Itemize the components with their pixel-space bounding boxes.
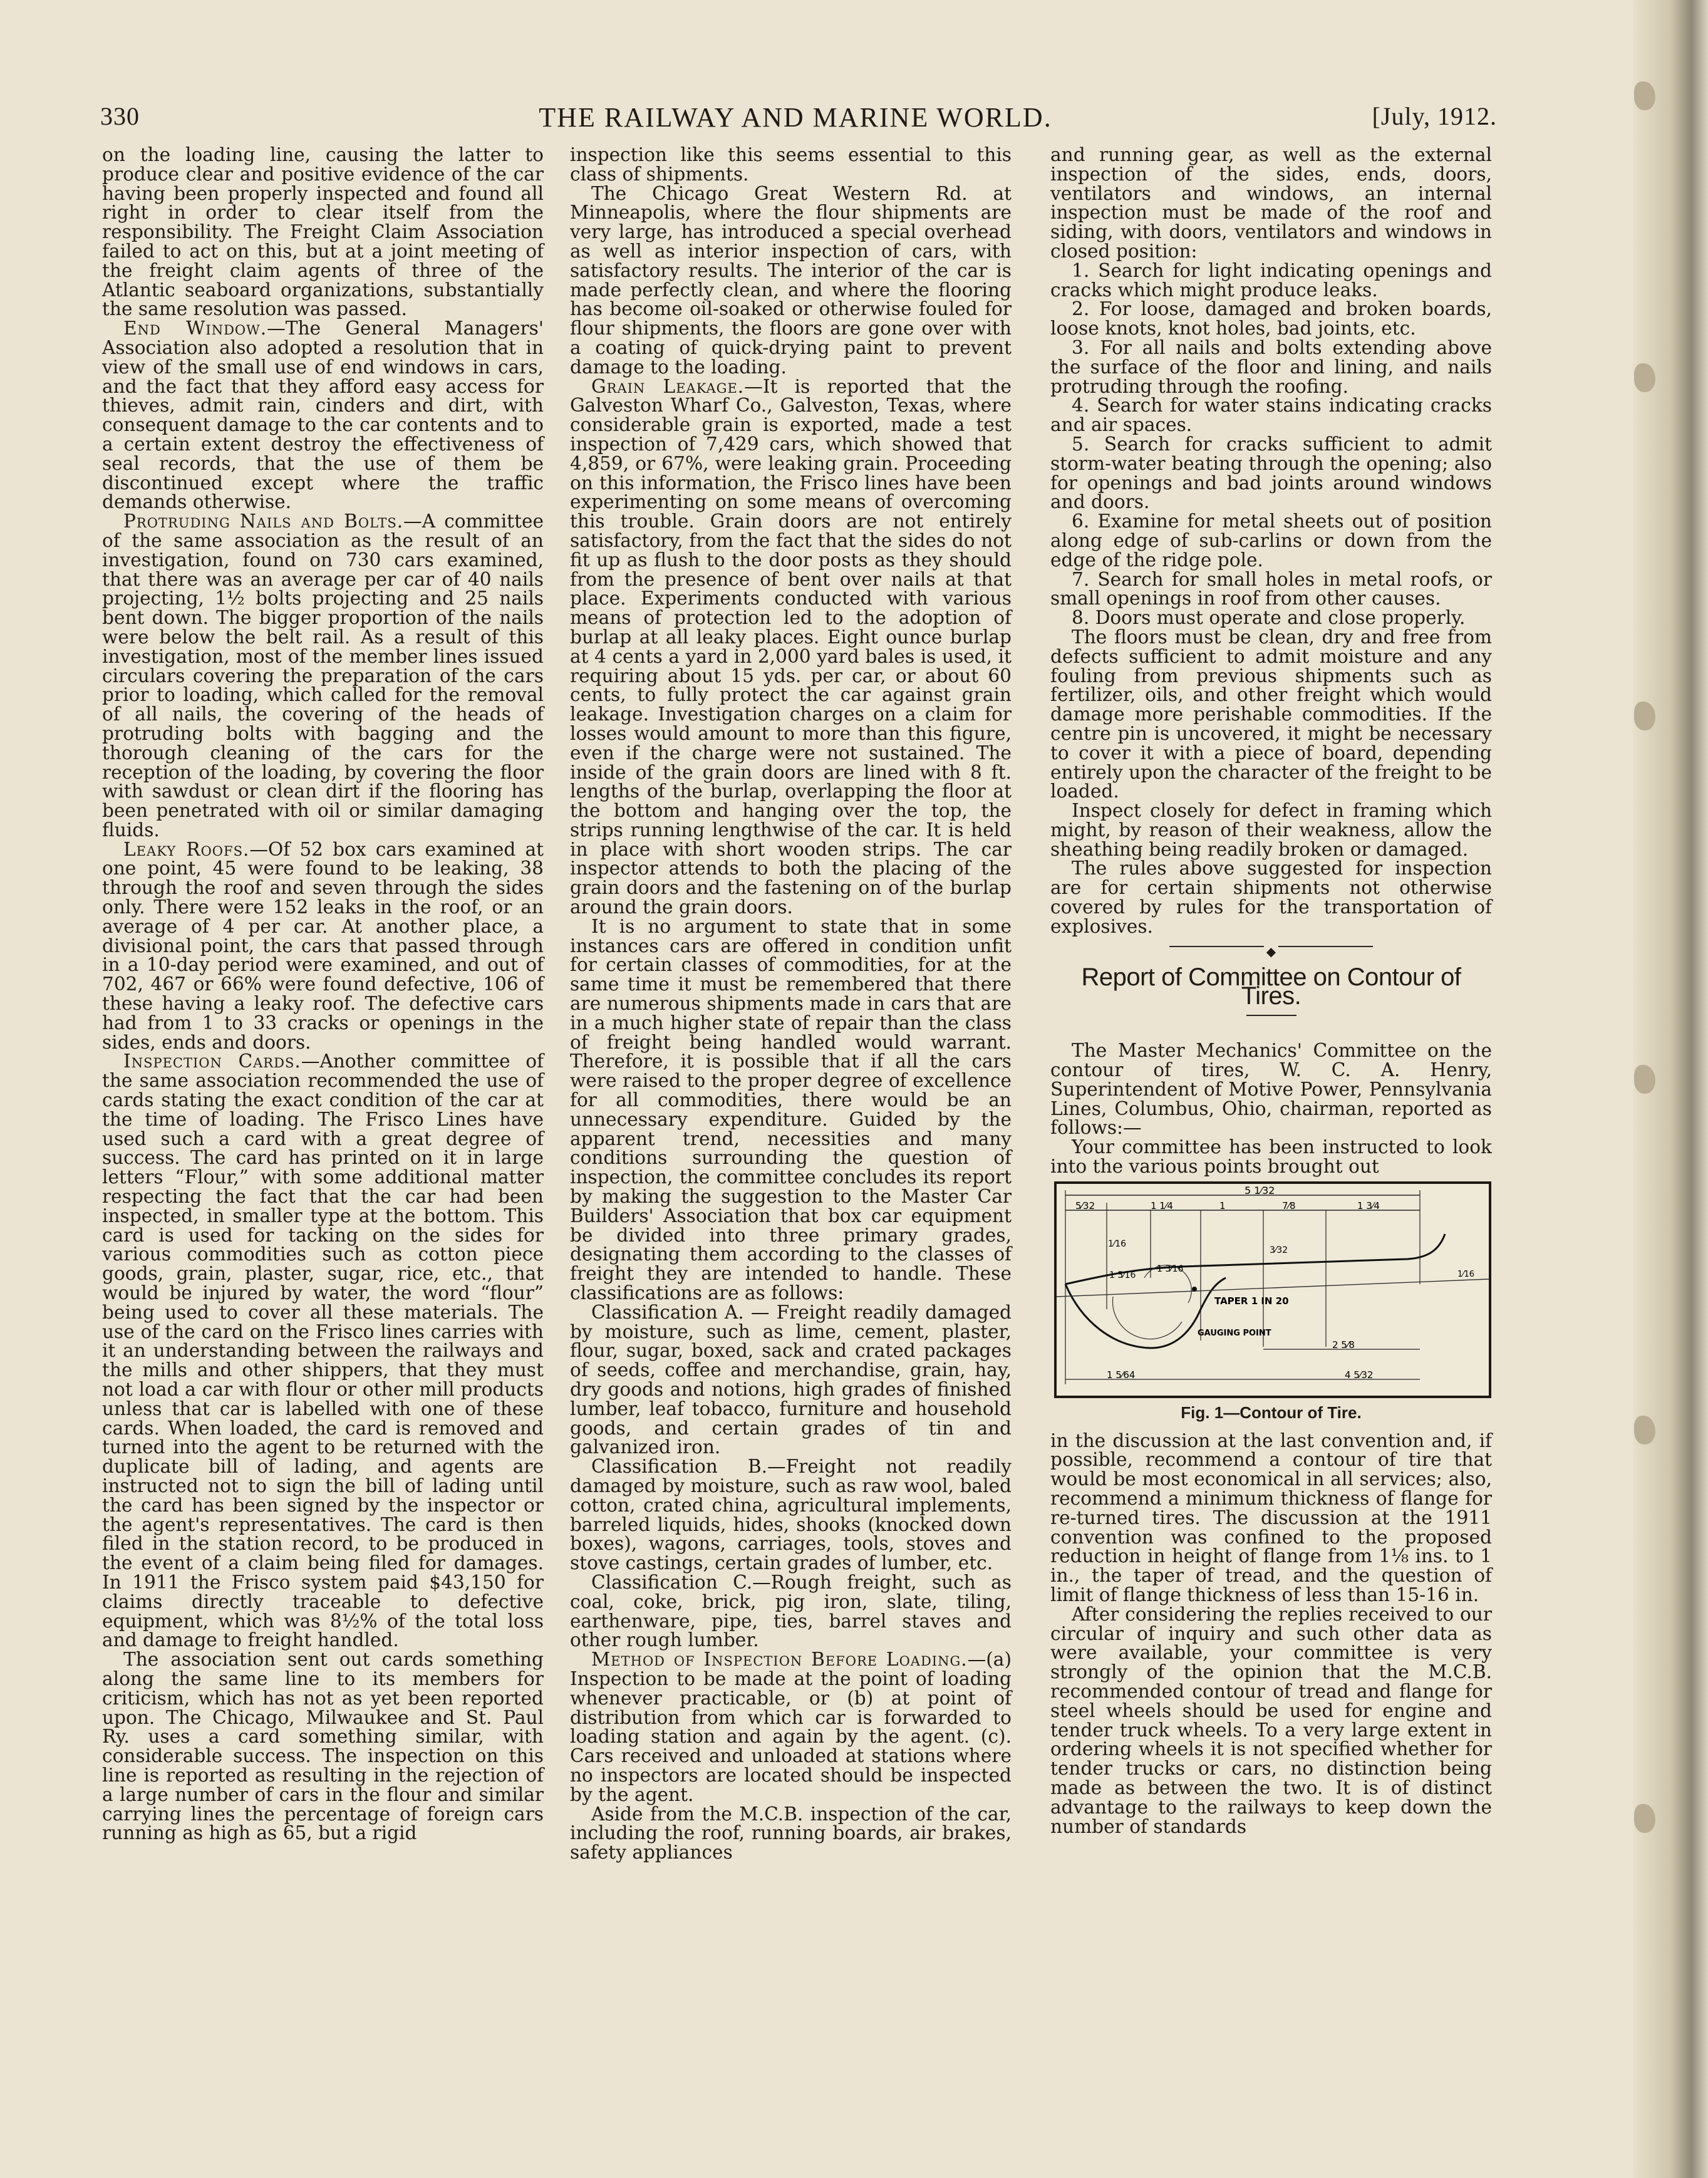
section-heading: Grain Leakage. [591, 375, 745, 397]
dim-label: 1 3⁄16 [1157, 1263, 1184, 1274]
paragraph: Classification B.—Freight not readily damaged by moisture, such as raw wool, baled cotton, crated china, agricultural implements, barreled liquids, hides, shooks (knocked down boxes), wagons, carriages, tools, stoves and stove castings, certain grades of lumber, etc. [570, 1456, 1012, 1574]
tire-contour-figure [1054, 1181, 1491, 1398]
dim-label: 5 1⁄32 [1245, 1184, 1275, 1196]
paragraph: Inspect closely for defect in framing which might, by reason of their weakness, allow the sheathing being readily broken or damaged. [1050, 800, 1492, 860]
paragraph: Aside from the M.C.B. inspection of the car, including the roof, running boards, air brakes, safety appliances [570, 1803, 1012, 1864]
publication-title: THE RAILWAY AND MARINE WORLD. [539, 102, 1052, 133]
dim-label: 1 [1219, 1200, 1226, 1211]
list-item: 7. Search for small holes in metal roofs, or small openings in roof from other causes. [1050, 568, 1492, 609]
figure-caption: Fig. 1—Contour of Tire. [1181, 1403, 1362, 1422]
dim-label: 1⁄16 [1457, 1269, 1474, 1279]
paragraph: inspection like this seems essential to this class of shipments. [570, 144, 1012, 185]
taper-label: TAPER 1 IN 20 [1214, 1295, 1289, 1307]
radius-arc [1113, 1297, 1182, 1339]
paragraph-text: —It is reported that the Galveston Wharf Co., Galveston, Texas, where considerable grain is exported, made a test inspection of 7,429 cars, which showed that 4,859, or 67%, were leaking grain. Proceeding on this information, the Frisco lines have been experimenting on some means of overcoming this trouble. Grain doors are not entirely satisfactory, from the fact that the sides do not fit up as flush to the door posts as they should from the presence of bent over nails at that place. Experiments conducted with various means of protection led to the adoption of burlap at all leaky places. Eight ounce burlap at 4 cents a yard in 2,000 yard bales is used, it requiring about 15 yds. per car, or about 60 cents, to fully protect the car against grain leakage. Investigation charges on a claim for losses would amount to more than this figure, even if the charge were not sustained. The inside of the grain doors are lined with 8 ft. lengths of the burlap, overlapping the floor at the bottom and hanging over the top, the strips running lengthwise of the car. It is held in place with short wooden strips. The car inspector attends to both the placing of the grain doors and the fastening on of the burlap around the grain doors. [570, 375, 1012, 918]
gauging-point-marker [1192, 1287, 1197, 1292]
gauging-point-label: GAUGING POINT [1198, 1328, 1271, 1338]
dim-label: 1 1⁄4 [1151, 1200, 1173, 1211]
binding-mark [1634, 702, 1655, 730]
paragraph: Your committee has been instructed to look into the various points brought out [1050, 1136, 1492, 1178]
paragraph: Classification A. — Freight readily damaged by moisture, such as lime, cement, plaster, flour, sugar, boxed, sack and crated packages of seeds, coffee and merchandise, grain, hay, dry goods and notions, high grades of finished lumber, leaf tobacco, furniture and household goods, and certain grades of tin and galvanized iron. [570, 1301, 1012, 1458]
issue-date: [July, 1912. [1372, 102, 1497, 130]
list-item: 5. Search for cracks sufficient to admit storm-water beating through the opening; also for openings and bad joints around windows and doors. [1050, 433, 1492, 513]
dim-label: 1 3⁄4 [1357, 1200, 1380, 1211]
paragraph: The Master Mechanics' Committee on the contour of tires, W. C. A. Henry, Superintendent of Motive Power, Pennsylvania Lines, Columbus, Ohio, chairman, reported as follows:— [1050, 1040, 1492, 1139]
taper-line [1057, 1279, 1489, 1297]
paragraph: in the discussion at the last convention and, if possible, recommend a contour of tire that would be most economical in all services; also, recommend a minimum thickness of flange for re-turned tires. The discussion at the 1911 convention was confined to the proposed reduction in height of flange from 1⅛ ins. to 1 in., the taper of tread, and the question of limit of flange thickness of less than 15-16 in. [1050, 1429, 1492, 1606]
paragraph: It is no argument to state that in some instances cars are offered in condition unfit for certain classes of commodities, for at the same time it must be remembered that there are numerous shipments made in cars that are in a much higher state of repair than the class of freight being handled would warrant. Therefore, it is possible that if all the cars were raised to the proper degree of excellence for all commodities, there would be an unnecessary expenditure. Guided by the apparent trend, necessities and many conditions surrounding the question of inspection, the committee concludes its report by making the suggestion to the Master Car Builders' Association that box car equipment be divided into three primary grades, designating them according to the classes of freight they are intended to handle. These classifications are as follows: [570, 915, 1012, 1304]
paragraph: The association sent out cards something along the same line to its members for criticism, which has not as yet been reported upon. The Chicago, Milwaukee and St. Paul Ry. uses a card something similar, with considerable success. The inspection on this line is reported as resulting in the rejection of a large number of cars in the flour and similar carrying lines the percentage of foreign cars running as high as 65, but a rigid [102, 1649, 544, 1844]
paragraph [570, 377, 1012, 917]
paragraph: The Chicago Great Western Rd. at Minneapolis, where the flour shipments are very large, has introduced a special overhead as well as interior inspection of cars, with satisfactory results. The interior of the car is made perfectly clean, and where the flooring has become oil-soaked or otherwise fouled for flour shipments, the floors are gone over with a coating of quick-drying paint to prevent damage to the loading. [570, 182, 1012, 378]
section-heading: Protruding Nails and Bolts. [123, 511, 404, 532]
title-rule [1246, 1015, 1297, 1016]
binding-mark [1634, 363, 1655, 392]
dim-label: 5⁄32 [1075, 1200, 1095, 1211]
tire-contour-drawing [1057, 1184, 1489, 1396]
dim-label: 1 5⁄64 [1107, 1369, 1136, 1381]
column-3 [1050, 145, 1492, 1836]
paragraph [570, 1650, 1012, 1804]
binding-mark [1634, 1065, 1655, 1094]
paragraph-text: —Of 52 box cars examined at one point, 45 were found to be leaking, 38 through the roof and seven through the sides only. There were 152 leaks in the roof, or an average of 4 per car. At another place, a divisional point, the cars that passed through in a 10-day period were examined, and out of 702, 467 or 66% were found defective, 106 of these having a leaky roof. The defective cars had from 1 to 33 cracks or openings in the sides, ends and doors. [102, 838, 544, 1053]
paragraph [102, 840, 544, 1052]
page-number: 330 [100, 102, 140, 130]
page-header [94, 94, 1497, 138]
list-item: 1. Search for light indicating openings and cracks which might produce leaks. [1050, 259, 1492, 301]
dim-label: 1 5⁄16 [1109, 1270, 1136, 1280]
paragraph: The floors must be clean, dry and free from defects sufficient to admit moisture and any fouling from previous shipments such as fertilizer, oils, and other freight which would damage more perishable commodities. If the centre pin is uncovered, it might be necessary to cover it with a piece of board, depending entirely upon the character of the freight to be loaded. [1050, 626, 1492, 802]
section-divider [1050, 940, 1492, 959]
paragraph [102, 319, 544, 512]
binding-mark [1634, 81, 1655, 110]
paragraph: After considering the replies received to our circular of inquiry and such other data as were available, your committee is very strongly of the opinion that the M.C.B. recommended contour of tread and flange for steel wheels should be used for engine and tender truck wheels. To a very large extent in ordering wheels it is not specified whether for tender trucks or cars, no distinction being made as between the two. It is of distinct advantage to the railways to keep down the number of standards [1050, 1603, 1492, 1837]
divider-ornament: ◆ [1264, 944, 1278, 959]
list-item: 4. Search for water stains indicating cracks and air spaces. [1050, 395, 1492, 436]
list-item: 8. Doors must operate and close properly. [1072, 607, 1466, 629]
paragraph-text: —A committee of the same association as the result of an investigation, found on 730 cars examined, that there was an average per car of 40 nails projecting, 1½ bolts projecting and 25 nails bent down. The bigger proportion of the nails were below the belt rail. As a result of this investigation, most of the member lines issued circulars covering the preparation of the cars prior to loading, which called for the removal of all nails, the covering of the heads of protruding bolts with bagging and the thorough cleaning of the cars for the reception of the loading, by covering the floor with sawdust or clean dirt if the flooring has been penetrated with oil or similar damaging fluids. [102, 511, 544, 841]
paragraph-text: —The General Managers' Association also adopted a resolution that in view of the small use of end windows in cars, and the fact that they afford easy access for thieves, admit rain, cinders and dirt, with consequent damage to the car contents and to a certain extent destroy the effectiveness of seal records, that the use of them be discontinued except where the traffic demands otherwise. [102, 318, 544, 513]
dim-label: 1⁄16 [1108, 1238, 1127, 1249]
section-heading: Inspection Cards. [123, 1050, 301, 1072]
paragraph [102, 512, 544, 840]
list-item: 3. For all nails and bolts extending above the surface of the floor and lining, and nails protruding through the roofing. [1050, 336, 1492, 397]
list-item: 2. For loose, damaged and broken boards, loose knots, knot holes, bad joints, etc. [1050, 298, 1492, 340]
paragraph-text: —(a) Inspection to be made at the point of loading whenever practicable, or (b) at point of distribution from which car is forwarded to loading station and again by the agent. (c). Cars received and unloaded at stations where no inspectors are located should be inspected by the agent. [570, 1649, 1012, 1805]
paragraph-text: —Another committee of the same association recommended the use of cards stating the exact condition of the car at the time of loading. The Frisco Lines have used such a card with a great degree of success. The card has printed on it in large letters “Flour,” with some additional matter respecting the fact that the car had been inspected, in smaller type at the bottom. This card is used for tacking on the sides for various commodities such as cotton piece goods, grain, plaster, sugar, rice, etc., that would be injured by water, the word “flour” being used to cover all these materials. The use of the card on the Frisco lines carries with it an understanding between the railways and the mills and other shippers, that they must not load a car with flour or other mill products unless that car is labelled with one of these cards. When loaded, the card is removed and turned into the agent to be returned with the duplicate bill of lading, and agents are instructed not to sign the bill of lading until the card has been signed by the inspector or the agent's representatives. The card is then filed in the station record, to be produced in the event of a claim being filed for damages. In 1911 the Frisco system paid $43,150 for claims directly traceable to defective equipment, which was 8½% of the total loss and damage to freight handled. [102, 1050, 544, 1651]
section-heading: End Window. [123, 318, 267, 340]
section-heading: Method of Inspection Before Loading. [591, 1649, 968, 1671]
binding-gutter [1633, 0, 1708, 2178]
column-1 [102, 145, 544, 1843]
paragraph [102, 1052, 544, 1650]
column-2 [570, 145, 1012, 1862]
dim-label: 3⁄32 [1270, 1245, 1288, 1255]
binding-mark [1634, 1804, 1655, 1833]
dim-label: 7⁄8 [1282, 1200, 1296, 1211]
paragraph: Classification C.—Rough freight, such as coal, coke, brick, pig iron, slate, tiling, earthenware, pipe, ties, barrel staves and other rough lumber. [570, 1571, 1012, 1651]
dim-label: 2 5⁄8 [1332, 1339, 1355, 1351]
paragraph: on the loading line, causing the latter to produce clear and positive evidence of the car having been properly inspected and found all right in order to clear itself from the responsibility. The Freight Claim Association failed to act on this, but at a joint meeting of the freight claim agents of three of the Atlantic seaboard organizations, substantially the same resolution was passed. [102, 144, 544, 320]
paragraph: The rules above suggested for inspection are for certain shipments not otherwise covered by rules for the transportation of explosives. [1050, 858, 1492, 937]
binding-mark [1634, 1416, 1655, 1444]
list-item: 6. Examine for metal sheets out of position along edge of sub-carlins or down from the edge of the ridge pole. [1050, 511, 1492, 571]
dim-label: 4 5⁄32 [1345, 1369, 1374, 1381]
section-heading: Leaky Roofs. [123, 838, 250, 860]
article-title: Report of Committee on Contour of Tires. [1081, 963, 1461, 1010]
paragraph: and running gear, as well as the external inspection of the sides, ends, doors, ventilators and windows, an internal inspection must be made of the roof and siding, with doors, ventilators and windows in closed position: [1050, 144, 1492, 262]
